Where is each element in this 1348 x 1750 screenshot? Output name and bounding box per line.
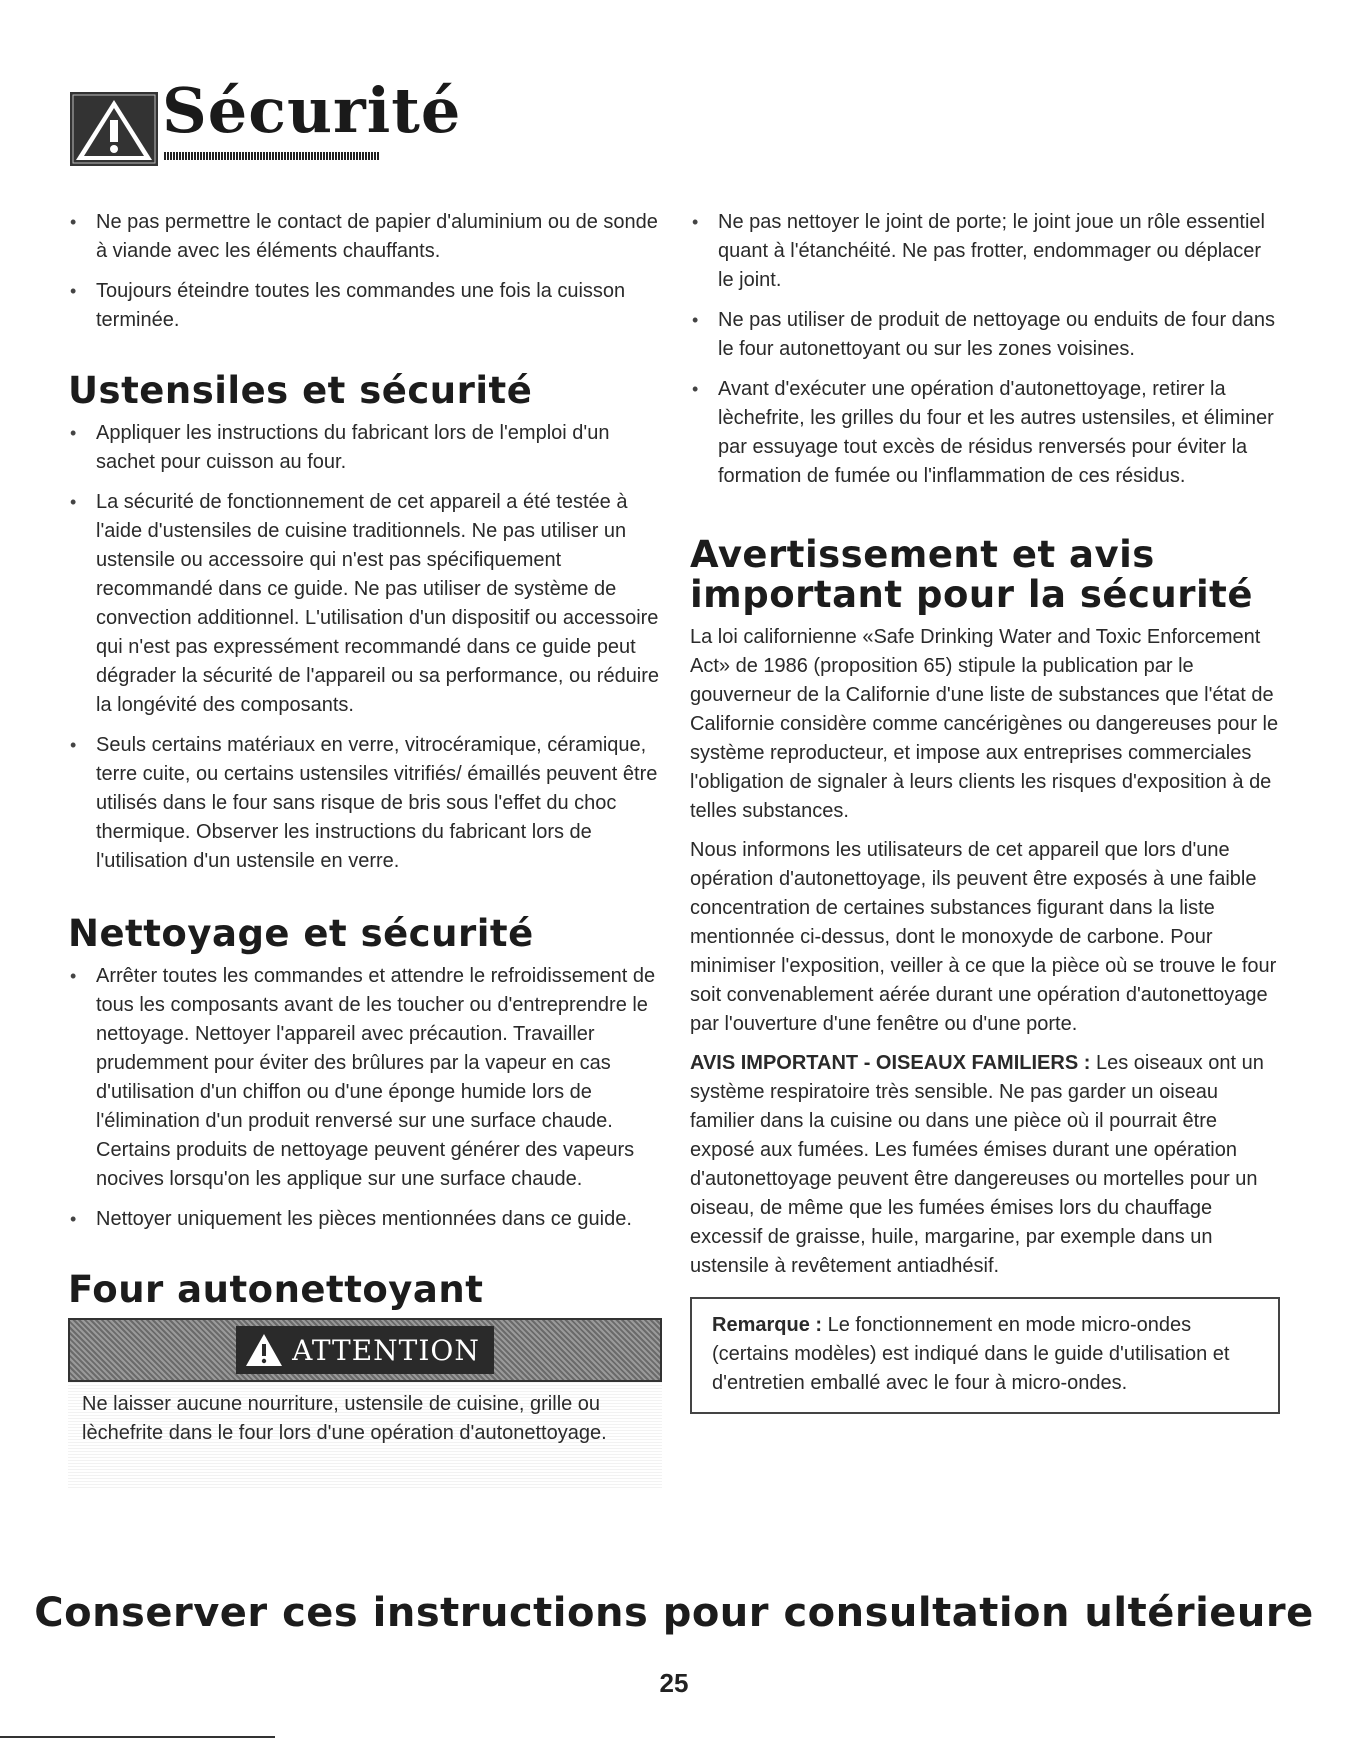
list-item: • Toujours éteindre toutes les commandes une fois la cuisson terminée. bbox=[68, 277, 660, 335]
list-item: • Seuls certains matériaux en verre, vitrocéramique, céramique, terre cuite, ou certains ustensiles vitrifiés/ émaillés peuvent être utilisés dans le four sans risque de bris sous l'effet du choc thermique. Observer les instructions du fabricant lors de l'utilisation d'un ustensile en verre. bbox=[68, 731, 660, 876]
section-title-avertissement: Avertissement et avis important pour la sécurité bbox=[690, 533, 1253, 616]
ustensiles-list bbox=[68, 419, 660, 876]
warning-triangle-icon bbox=[70, 92, 158, 166]
section-title-ustensiles: Ustensiles et sécurité bbox=[68, 369, 533, 412]
bird-notice-paragraph bbox=[690, 1049, 1280, 1281]
bottom-rule bbox=[0, 1736, 275, 1738]
list-item: • Arrêter toutes les commandes et attendre le refroidissement de tous les composants avant de les toucher ou d'entreprendre le nettoyage. Nettoyer l'appareil avec précaution. Travailler prudemment pour éviter des brûlures par la vapeur en cas d'utilisation d'un chiffon ou d'une éponge humide lors de l'élimination d'un produit renversé sur une surface chaude. Certains produits de nettoyage peuvent générer des vapeurs nocives lorsqu'on les applique sur une surface chaude. bbox=[68, 962, 660, 1194]
page-number: 25 bbox=[659, 1668, 689, 1698]
list-item: • Nettoyer uniquement les pièces mentionnées dans ce guide. bbox=[68, 1205, 660, 1234]
attention-label: ATTENTION bbox=[292, 1333, 480, 1367]
bird-notice-label: AVIS IMPORTANT - OISEAUX FAMILIERS : bbox=[690, 1052, 1091, 1074]
list-item: • Avant d'exécuter une opération d'autonettoyage, retirer la lèchefrite, les grilles du four et les autres ustensiles, et éliminer par essuyage tout excès de résidus renversés pour éviter la formation de fumée ou l'inflammation de ces résidus. bbox=[690, 375, 1280, 491]
right-column bbox=[690, 208, 1280, 1414]
bird-notice-text: Les oiseaux ont un système respiratoire très sensible. Ne pas garder un oiseau familier dans la cuisine ou dans une pièce où il pourrait être exposé aux fumées. Les fumées émises durant une opération d'autonettoyage peuvent être dangereuses ou mortelles pour un oiseau, de même que les fumées émises lors du chauffage excessif de graisse, huile, margarine, par exemple dans un ustensile à revêtement antiadhésif. bbox=[690, 1052, 1264, 1277]
list-item: • Ne pas nettoyer le joint de porte; le joint joue un rôle essentiel quant à l'étanchéité. Ne pas frotter, endommager ou déplacer le joint. bbox=[690, 208, 1280, 295]
note-label: Remarque : bbox=[712, 1314, 823, 1336]
note-text: Le fonctionnement en mode micro-ondes (certains modèles) est indiqué dans le guide d'utilisation et d'entretien emballé avec le four à micro-ondes. bbox=[712, 1314, 1230, 1394]
list-item: • Ne pas utiliser de produit de nettoyage ou enduits de four dans le four autonettoyant ou sur les zones voisines. bbox=[690, 306, 1280, 364]
footer-title: Conserver ces instructions pour consultation ultérieure bbox=[34, 1590, 1314, 1636]
attention-text: Ne laisser aucune nourriture, ustensile de cuisine, grille ou lèchefrite dans le four lors d'une opération d'autonettoyage. bbox=[68, 1382, 662, 1490]
attention-box bbox=[68, 1318, 662, 1490]
proposition-65-paragraph: La loi californienne «Safe Drinking Water and Toxic Enforcement Act» de 1986 (proposition 65) stipule la publication par le gouverneur de la Californie d'une liste de substances que l'état de Californie considère comme cancérigènes ou dangereuses pour le système reproducteur, et impose aux entreprises commerciales l'obligation de signaler à leurs clients les risques d'exposition à de telles substances. bbox=[690, 626, 1279, 822]
note-box bbox=[690, 1297, 1280, 1414]
intro-list bbox=[68, 208, 660, 335]
title-underline bbox=[164, 152, 380, 160]
left-column bbox=[68, 208, 660, 1490]
exposure-paragraph: Nous informons les utilisateurs de cet appareil que lors d'une opération d'autonettoyage, ils peuvent être exposés à une faible concentration de certaines substances figurant dans la liste mentionnée ci-dessus, dont le monoxyde de carbone. Pour minimiser l'exposition, veiller à ce que la pièce où se trouve le four soit convenablement aérée durant une opération d'autonettoyage par l'ouverture d'une fenêtre ou d'une porte. bbox=[690, 839, 1277, 1035]
caution-triangle-icon bbox=[244, 1332, 284, 1368]
list-item: • Ne pas permettre le contact de papier d'aluminium ou de sonde à viande avec les éléments chauffants. bbox=[68, 208, 660, 266]
page-title: Sécurité bbox=[162, 74, 462, 147]
attention-banner bbox=[68, 1318, 662, 1382]
nettoyage-list bbox=[68, 962, 660, 1234]
list-item: • Appliquer les instructions du fabricant lors de l'emploi d'un sachet pour cuisson au four. bbox=[68, 419, 660, 477]
section-title-four: Four autonettoyant bbox=[68, 1268, 484, 1311]
autonettoyant-list bbox=[690, 208, 1280, 491]
section-title-nettoyage: Nettoyage et sécurité bbox=[68, 912, 534, 955]
list-item: • La sécurité de fonctionnement de cet appareil a été testée à l'aide d'ustensiles de cuisine traditionnels. Ne pas utiliser un ustensile ou accessoire qui n'est pas spécifiquement recommandé dans ce guide. Ne pas utiliser de système de convection additionnel. L'utilisation d'un dispositif ou accessoire qui n'est pas expressément recommandé dans ce guide peut dégrader la sécurité de l'appareil ou sa performance, ou réduire la longévité des composants. bbox=[68, 488, 660, 720]
